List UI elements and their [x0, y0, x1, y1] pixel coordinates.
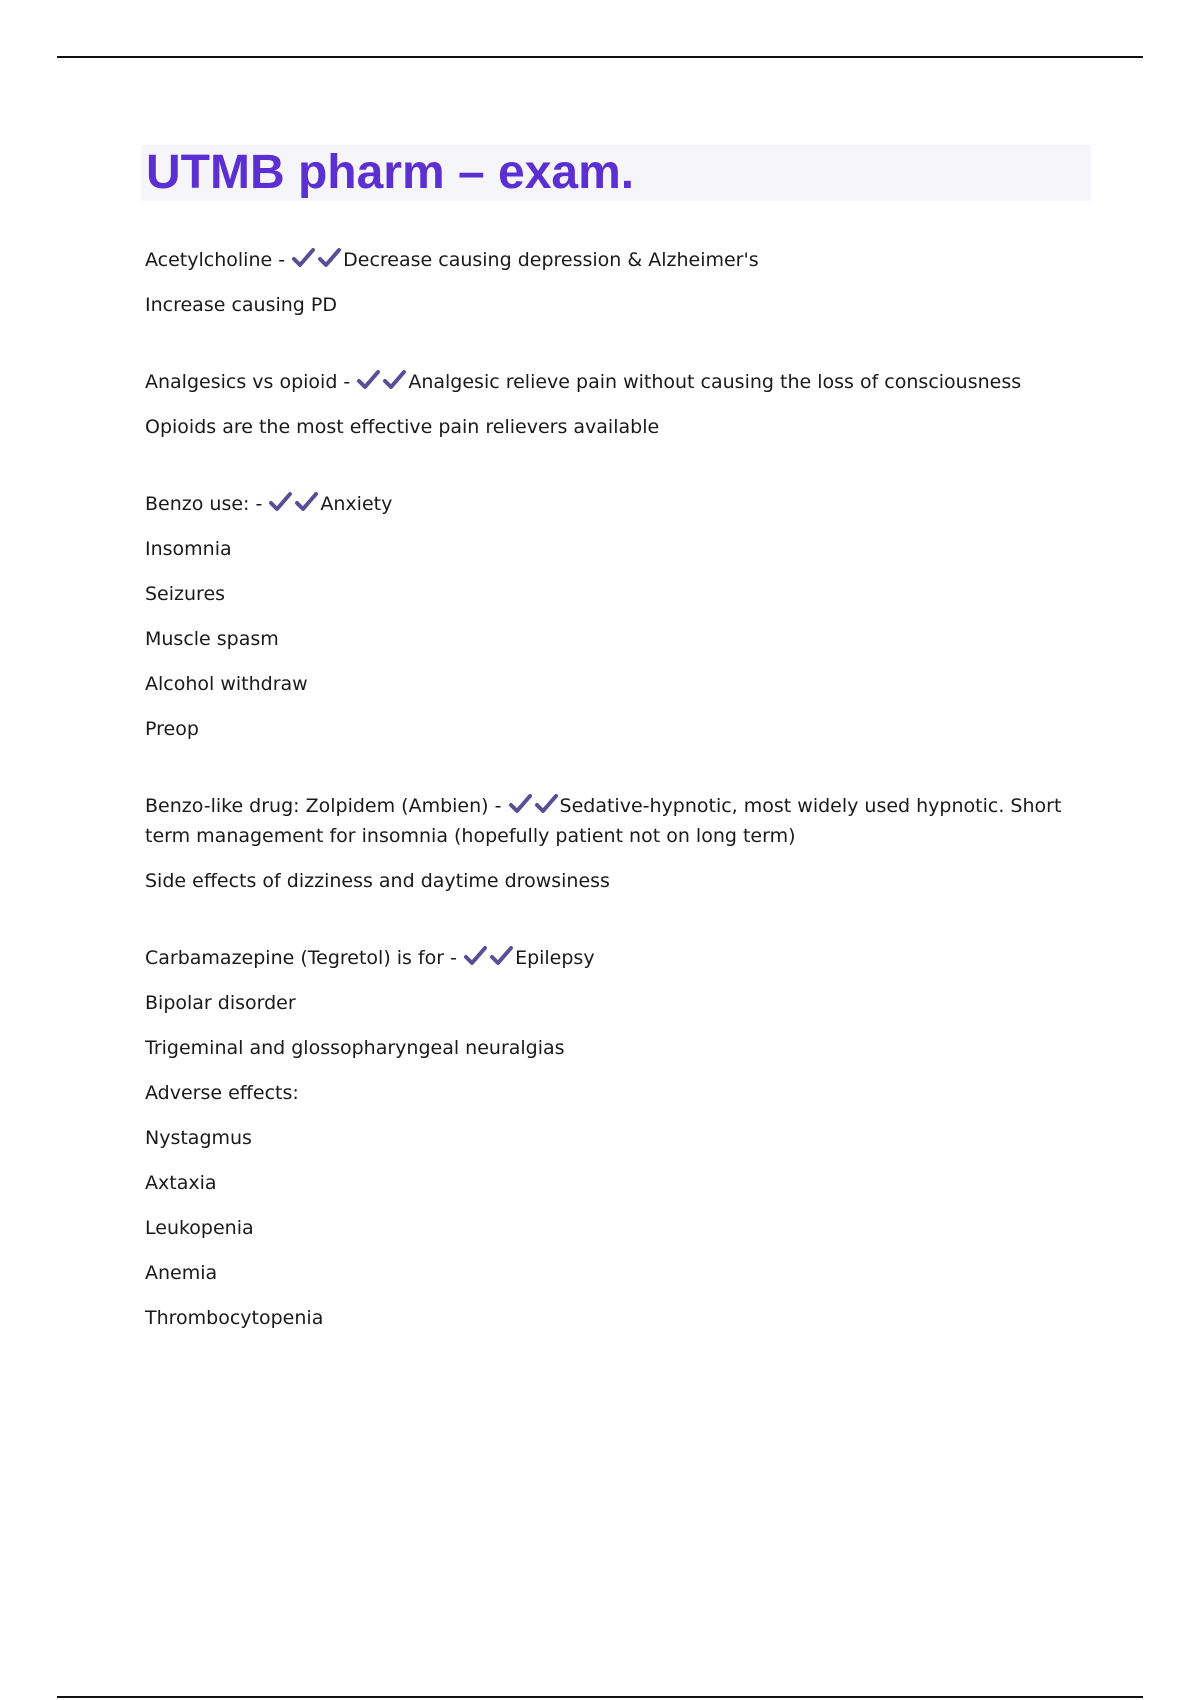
flashcard — [145, 791, 1085, 896]
question-line — [145, 245, 1085, 275]
answer-detail: Seizures — [145, 583, 226, 605]
card-answer: Analgesic relieve pain without causing the loss of consciousness — [408, 371, 1022, 393]
check-icon — [463, 945, 489, 967]
card-term: Benzo-like drug: Zolpidem (Ambien) - — [145, 795, 502, 817]
answer-detail: Side effects of dizziness and daytime drowsiness — [145, 870, 610, 892]
top-divider — [57, 56, 1143, 58]
check-icon — [382, 369, 408, 391]
card-answer: Sedative-hypnotic, most widely used hypnotic. Short term management for insomnia (hopefully patient not on long term) — [145, 795, 1062, 847]
question-line — [145, 791, 1085, 851]
card-answer: Anxiety — [320, 493, 393, 515]
card-term: Analgesics vs opioid - — [145, 371, 351, 393]
answer-detail: Trigeminal and glossopharyngeal neuralgias — [145, 1037, 565, 1059]
document-title: UTMB pharm – exam. — [146, 146, 635, 199]
check-icon — [317, 247, 343, 269]
answer-detail: Increase causing PD — [145, 294, 337, 316]
check-icon — [534, 793, 560, 815]
answer-detail: Insomnia — [145, 538, 232, 560]
check-icon — [489, 945, 515, 967]
question-line — [145, 489, 1085, 519]
question-line — [145, 943, 1085, 973]
answer-detail: Adverse effects: — [145, 1082, 299, 1104]
answer-detail: Leukopenia — [145, 1217, 254, 1239]
answer-detail: Bipolar disorder — [145, 992, 296, 1014]
flashcard — [145, 489, 1085, 744]
answer-detail: Axtaxia — [145, 1172, 217, 1194]
answer-detail: Nystagmus — [145, 1127, 252, 1149]
check-icon — [291, 247, 317, 269]
answer-detail: Anemia — [145, 1262, 218, 1284]
answer-detail: Preop — [145, 718, 199, 740]
flashcard — [145, 367, 1085, 442]
flashcard — [145, 245, 1085, 320]
flashcard — [145, 943, 1085, 1333]
answer-detail: Opioids are the most effective pain relievers available — [145, 416, 660, 438]
card-term: Carbamazepine (Tegretol) is for - — [145, 947, 458, 969]
answer-detail: Alcohol withdraw — [145, 673, 308, 695]
check-icon — [294, 491, 320, 513]
check-icon — [356, 369, 382, 391]
check-icon — [508, 793, 534, 815]
card-answer: Epilepsy — [515, 947, 595, 969]
card-answer: Decrease causing depression & Alzheimer's — [343, 249, 759, 271]
flashcard-list — [145, 245, 1085, 1380]
question-line — [145, 367, 1085, 397]
card-term: Benzo use: - — [145, 493, 263, 515]
check-icon — [268, 491, 294, 513]
card-term: Acetylcholine - — [145, 249, 286, 271]
answer-detail: Muscle spasm — [145, 628, 279, 650]
bottom-divider — [57, 1696, 1143, 1698]
answer-detail: Thrombocytopenia — [145, 1307, 324, 1329]
